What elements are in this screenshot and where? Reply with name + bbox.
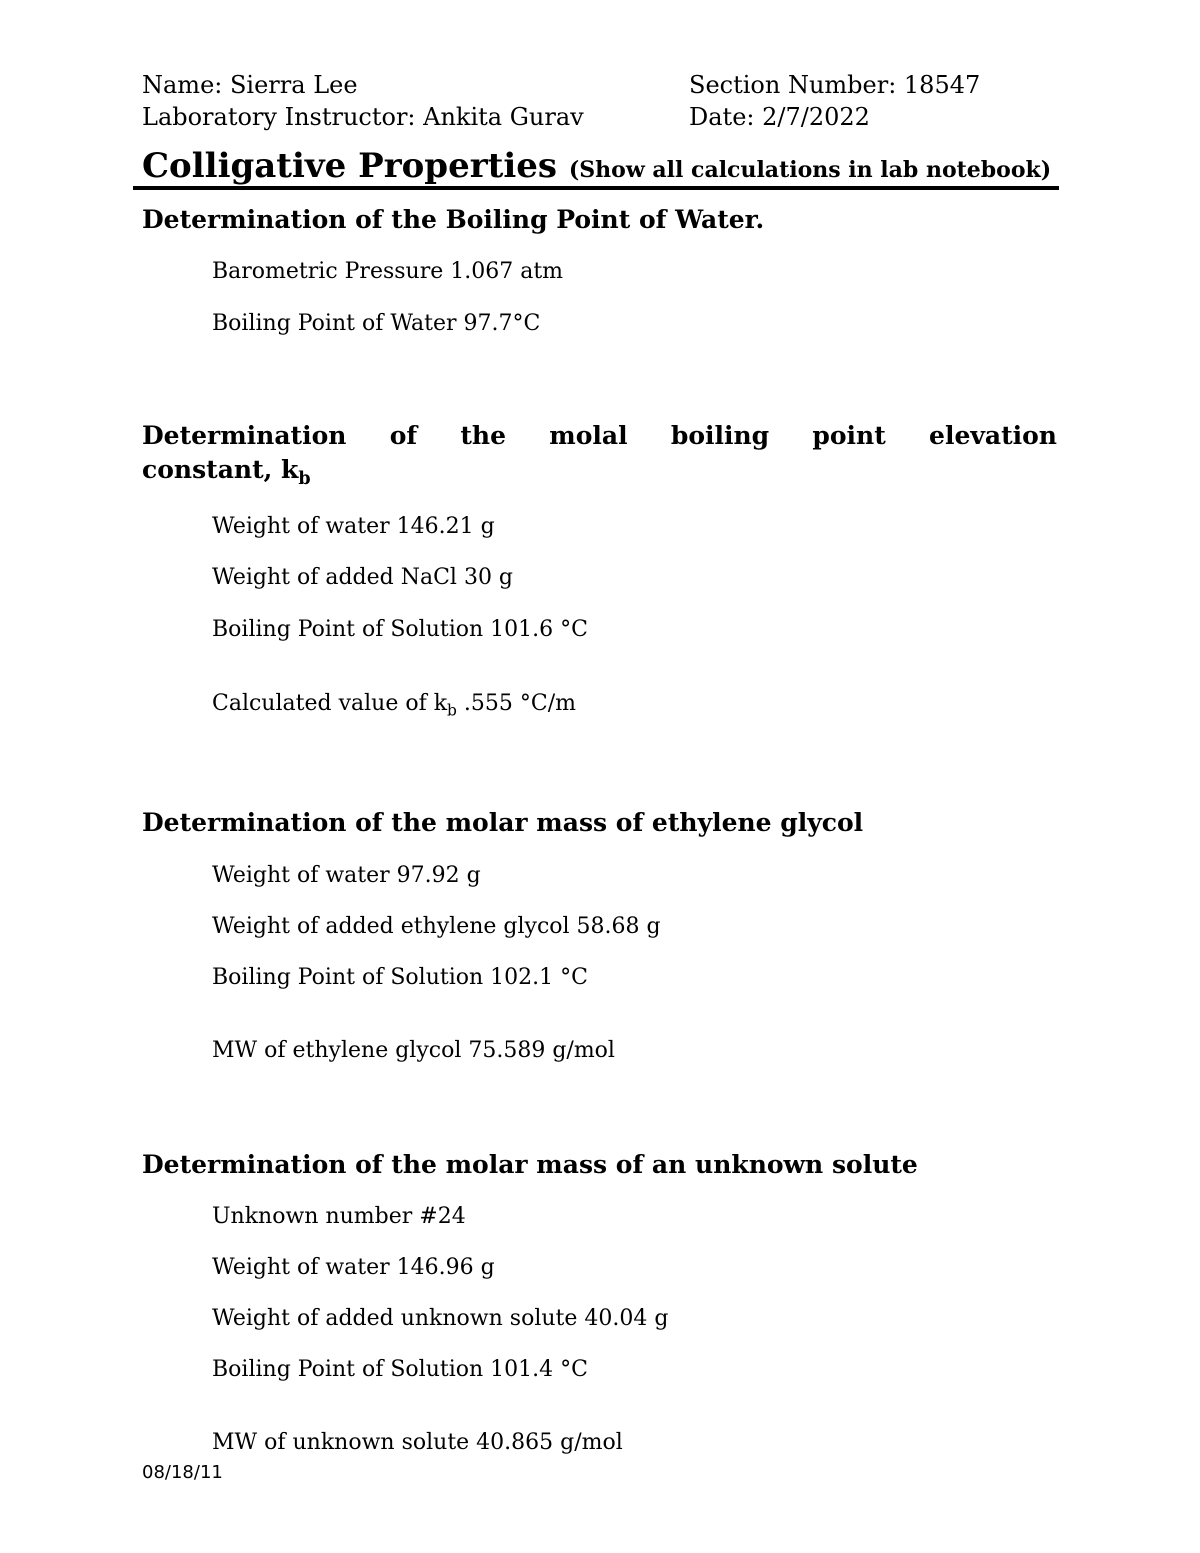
section2-heading-word: of (389, 421, 418, 450)
section1-heading: Determination of the Boiling Point of Water. (142, 205, 765, 234)
section2-heading-line2 (142, 454, 311, 490)
calculated-kb (212, 690, 576, 718)
title-rule (133, 186, 1059, 190)
glycol-water-weight: Weight of water 97.92 g (212, 863, 481, 888)
calculated-kb-value: .555 °C/m (456, 691, 576, 716)
section2-heading-word: the (460, 421, 507, 450)
unknown-solution-boiling-point: Boiling Point of Solution 101.4 °C (212, 1357, 588, 1382)
glycol-molar-mass: MW of ethylene glycol 75.589 g/mol (212, 1038, 615, 1063)
nacl-solution-boiling-point: Boiling Point of Solution 101.6 °C (212, 617, 588, 642)
unknown-solute-weight: Weight of added unknown solute 40.04 g (212, 1306, 669, 1331)
section2-heading-word: Determination (142, 421, 347, 450)
water-boiling-point: Boiling Point of Water 97.7°C (212, 311, 541, 336)
calculated-kb-label: Calculated value of k (212, 691, 448, 716)
unknown-water-weight: Weight of water 146.96 g (212, 1255, 495, 1280)
barometric-pressure: Barometric Pressure 1.067 atm (212, 259, 564, 284)
section3-heading: Determination of the molar mass of ethylene glycol (142, 808, 864, 837)
section2-heading-word: boiling (670, 421, 770, 450)
nacl-water-weight: Weight of water 146.21 g (212, 514, 495, 539)
page-title (142, 146, 1051, 190)
kb-subscript: b (298, 469, 311, 490)
unknown-number: Unknown number #24 (212, 1204, 466, 1229)
title-main: Colligative Properties (142, 146, 558, 186)
section-number: Section Number: 18547 (689, 71, 981, 99)
report-date: Date: 2/7/2022 (689, 103, 870, 131)
section4-heading: Determination of the molar mass of an unknown solute (142, 1150, 918, 1179)
unknown-molar-mass: MW of unknown solute 40.865 g/mol (212, 1430, 623, 1455)
calculated-kb-subscript: b (447, 701, 457, 720)
section2-heading-word: molal (549, 421, 628, 450)
nacl-weight: Weight of added NaCl 30 g (212, 565, 514, 590)
lab-instructor: Laboratory Instructor: Ankita Gurav (142, 103, 584, 131)
glycol-solution-boiling-point: Boiling Point of Solution 102.1 °C (212, 965, 588, 990)
glycol-weight: Weight of added ethylene glycol 58.68 g (212, 914, 661, 939)
section2-heading-word: elevation (929, 421, 1057, 450)
section2-heading-line1 (142, 420, 1057, 452)
section2-heading-text: constant, k (142, 455, 299, 484)
title-note: (Show all calculations in lab notebook) (568, 157, 1052, 183)
section2-heading-word: point (812, 421, 886, 450)
footer-date: 08/18/11 (142, 1462, 223, 1483)
student-name: Name: Sierra Lee (142, 71, 358, 99)
